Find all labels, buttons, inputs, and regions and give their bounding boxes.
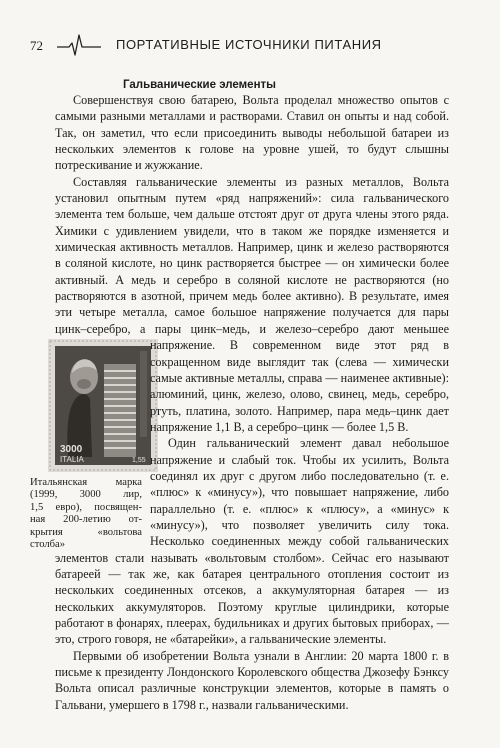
stamp-country: ITALIA: [60, 455, 84, 465]
stamp-price: 1,55: [132, 457, 146, 465]
page-number: 72: [30, 38, 43, 53]
caption-line: крытия «вольтова: [30, 526, 142, 538]
stamp-value: 3000: [60, 444, 83, 456]
stamp-caption: [30, 477, 142, 553]
volta-pile-drawing: [104, 364, 136, 457]
paragraph-3: Один гальванический элемент давал небольшое напряжение и слабый ток. Чтобы их усилить, Вольта соединял их друг с другом либо последовательно (т. е. «плюс» к «минусу»), что повышает напряжение, либо параллельно (т. е. «плюс» к «плюсу», а «минус» к «минусу»), что позволяет увеличить силу тока. Несколько соединенных между собой гальванических элементов стали называть «вольтовым столбом». Сейчас его называют батареей — так же, как батарея центрального отопления состоит из нескольких соединенных отсеков, а аккумуляторная батарея — из нескольких аккумуляторов. Поэтому круглые цилиндрики, которые работают в фонарях, плеерах, будильниках и других бытовых приборах, — это, строго говоря, не «батарейки», а гальванические элементы.: [55, 436, 449, 647]
caption-line: ная 200-летию от-: [30, 514, 142, 526]
paragraph-2-start: Составляя гальванические элементы из разных металлов, Вольта установил опытным путем «ряд напряжений»: сила гальванического элемента тем больше, чем дальше отстоят друг от друга члены этого ряда. Химики с удивлением увидели, что в таком же порядке изменяется и химическая активность металлов. Например, цинк и железо растворяются в соляной кислоте, но цинк растворяется быстрее — он химически более активный. А медь и серебро в соляной кислоте не растворяются (но растворяются в азотной, причем медь более активно). В результате, имея эти четыре металла, самое большое напряжение получается для пары цинк–серебро, а пары цинк–медь, и железо–серебро дают мень: [55, 174, 449, 336]
italian-stamp-image: [48, 339, 158, 472]
caption-line: 1,5 евро), посвящен-: [30, 501, 142, 513]
page-header: [30, 34, 470, 56]
caption-line: столба»: [30, 539, 66, 551]
section-title: Гальванические элементы: [123, 79, 276, 91]
article-body: [30, 92, 449, 713]
caption-line: Итальянская марка: [30, 476, 142, 488]
paragraph-4: Первыми об изобретении Вольта узнали в Англии: 20 марта 1800 г. в письме к президенту Лондонского Королевского общества Джозефу Бэнксу Вольта описал различные конструкции элементов, которые в память о Гальвани, умершего в 1798 г., назвали гальваническими.: [55, 648, 449, 712]
paragraph-1: Совершенствуя свою батарею, Вольта проделал множество опытов с самыми разными металлами и растворами. Ставил он опыты и над собой. Так, он заметил, что если присоединить выводы небольшой батареи из нескольких элементов к голове на уровне ушей, то будут слышны потрескивание и жужжание.: [55, 93, 449, 173]
paragraph-2-end: шее напряжение. В современном виде этот ряд в сокращенном виде выглядит так (слева — химически самые активные металлы, справа — наименее активные): алюминий, цинк, железо, олово, свинец, медь, серебро, ртуть, платина, золото. Например, пара медь–цинк дает напряжение 1,1 В, а серебро–цинк — более 1,5 В.: [150, 321, 449, 434]
caption-line: (1999, 3000 лир,: [30, 489, 142, 501]
pulse-wave-icon: [57, 34, 101, 56]
stamp-figure: [30, 337, 146, 551]
running-title: ПОРТАТИВНЫЕ ИСТОЧНИКИ ПИТАНИЯ: [116, 37, 382, 52]
